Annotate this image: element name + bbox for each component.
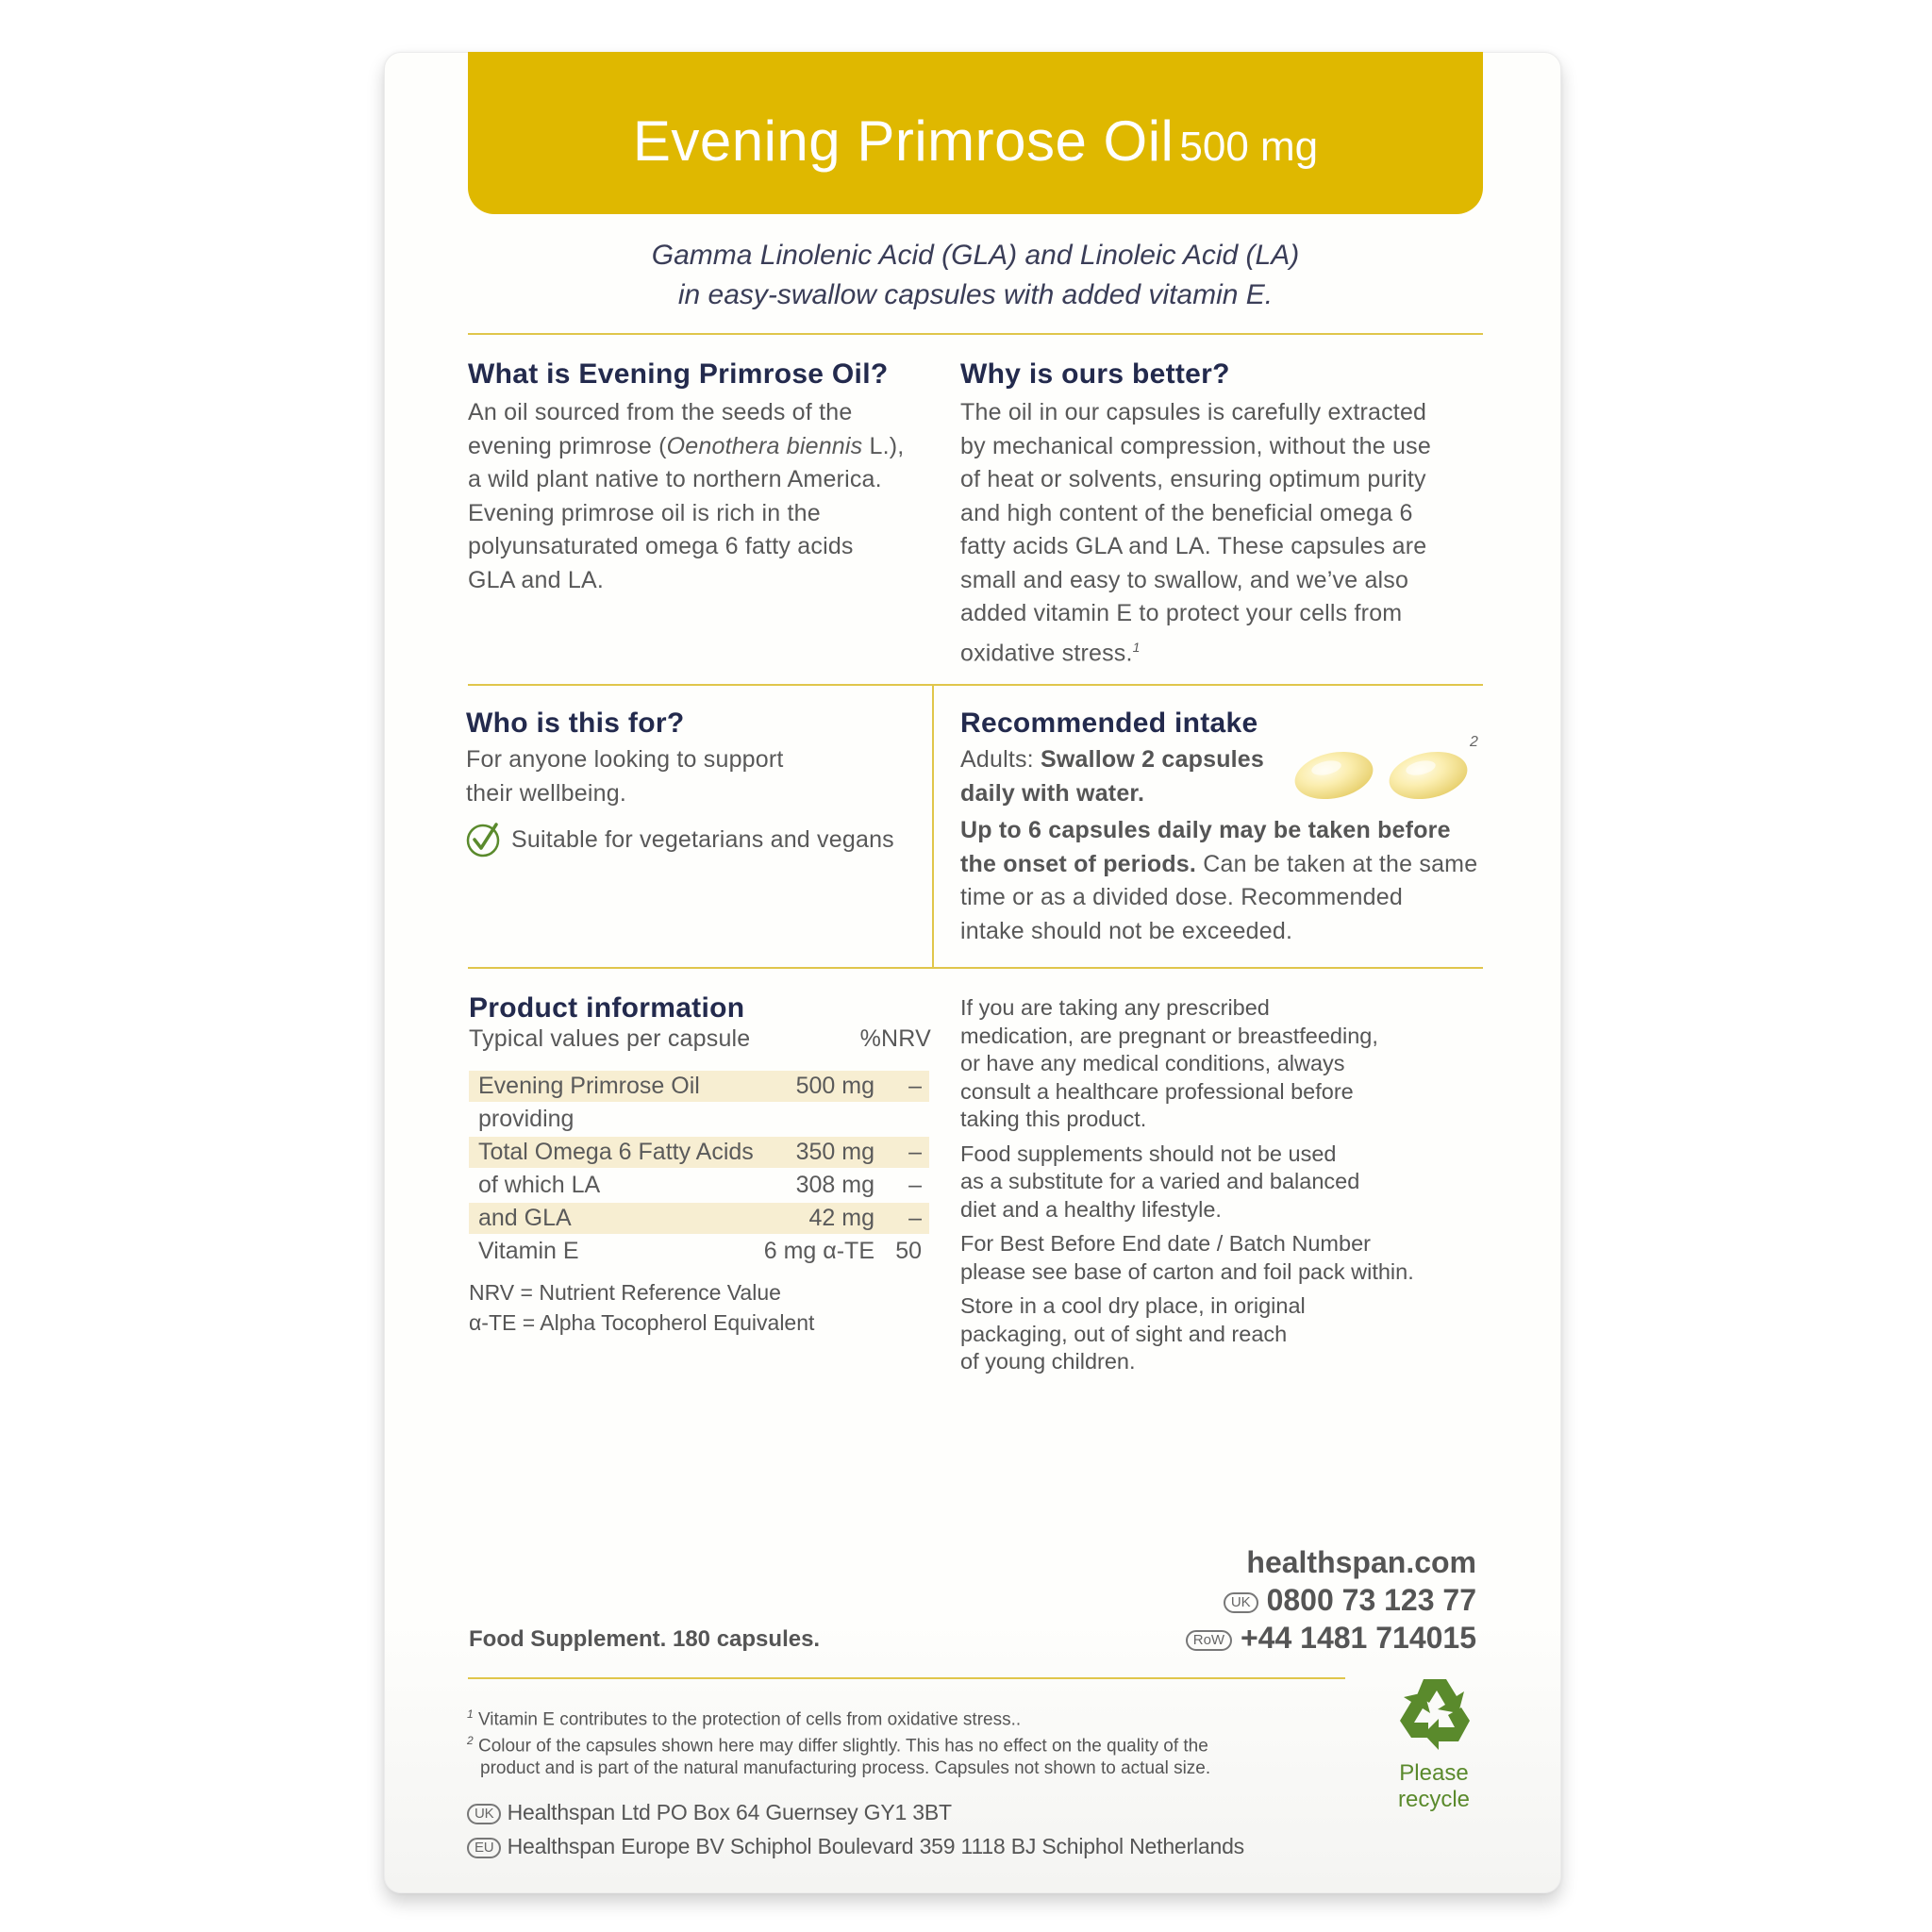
footnote-text: Colour of the capsules shown here may differ slightly. This has no effect on the quality of the <box>477 1736 1208 1757</box>
uk-badge: UK <box>1224 1592 1258 1613</box>
footnote-mark: 1 <box>467 1707 474 1721</box>
text-line: If you are taking any prescribed <box>960 995 1270 1020</box>
uk-address-text: Healthspan Ltd PO Box 64 Guernsey GY1 3BT <box>507 1800 952 1824</box>
uk-phone-line <box>1113 1581 1476 1619</box>
product-subtitle <box>468 236 1483 315</box>
eu-badge: EU <box>467 1838 501 1858</box>
text-line: time or as a divided dose. Recommended <box>960 884 1403 910</box>
product-info-section <box>469 992 931 1057</box>
text-line: and high content of the beneficial omega 6 <box>960 499 1413 526</box>
vegan-label: Suitable for vegetarians and vegans <box>511 826 894 853</box>
nrv-note: NRV = Nutrient Reference Value <box>469 1280 781 1305</box>
cell-amount: 500 mg <box>795 1073 874 1099</box>
cell-name: Evening Primrose Oil <box>478 1073 700 1099</box>
cell-nrv: – <box>908 1205 922 1231</box>
section-heading: Product information <box>469 992 745 1024</box>
footnote-2 <box>467 1730 1344 1757</box>
table-row <box>469 1137 929 1168</box>
text-line <box>960 631 1489 671</box>
text-line: a wild plant native to northern America. <box>468 466 882 492</box>
food-supplement-label: Food Supplement. 180 capsules. <box>469 1626 821 1652</box>
footnote-ref: 1 <box>1132 639 1141 655</box>
text-line: For anyone looking to support <box>466 746 784 773</box>
cell-name: Total Omega 6 Fatty Acids <box>478 1139 754 1165</box>
cell-name: and GLA <box>478 1205 572 1231</box>
advice-section <box>960 994 1470 1376</box>
latin-name: Oenothera biennis <box>666 432 863 459</box>
text-line: polyunsaturated omega 6 fatty acids <box>468 533 854 559</box>
text-line: GLA and LA. <box>468 566 604 593</box>
text-line: intake should not be exceeded. <box>960 917 1293 944</box>
text-line: their wellbeing. <box>466 779 626 807</box>
cell-amount: 6 mg α-TE <box>763 1238 874 1264</box>
text-line: or have any medical conditions, always <box>960 1051 1345 1075</box>
recycle-text: recycle <box>1397 1787 1471 1812</box>
row-phone[interactable]: +44 1481 714015 <box>1240 1621 1476 1655</box>
bold-text: the onset of periods. <box>960 850 1197 877</box>
cell-amount: 42 mg <box>808 1205 874 1231</box>
product-name: Evening Primrose Oil <box>632 109 1174 173</box>
recycle-text: Please <box>1399 1760 1469 1786</box>
divider <box>468 1677 1345 1679</box>
contact-block <box>1113 1543 1476 1657</box>
intake-section <box>960 708 1489 948</box>
text-line: For Best Before End date / Batch Number <box>960 1231 1371 1256</box>
text-line: by mechanical compression, without the use <box>960 432 1431 459</box>
text-line: Food supplements should not be used <box>960 1141 1337 1166</box>
text-span: oxidative stress. <box>960 639 1133 666</box>
advice-paragraph <box>960 1230 1470 1286</box>
text-line: as a substitute for a varied and balanced <box>960 1169 1360 1193</box>
table-row <box>469 1203 929 1234</box>
row-badge: RoW <box>1186 1630 1232 1651</box>
section-heading: What is Evening Primrose Oil? <box>468 358 889 390</box>
vertical-divider <box>932 684 934 969</box>
cell-name: Vitamin E <box>478 1238 579 1264</box>
title-banner <box>468 52 1483 214</box>
footnotes <box>467 1704 1344 1779</box>
footnote-text: product and is part of the natural manufacturing process. Capsules not shown to actual size. <box>480 1757 1211 1778</box>
divider <box>468 333 1483 335</box>
text-line: Store in a cool dry place, in original <box>960 1293 1306 1318</box>
cell-nrv: – <box>908 1073 922 1099</box>
cell-nrv: – <box>908 1172 922 1198</box>
capsule-footnote-ref: 2 <box>1470 734 1478 750</box>
text-line <box>960 848 1489 882</box>
capsules-image <box>1292 745 1481 821</box>
check-circle-icon <box>466 822 502 858</box>
section-body <box>468 396 940 597</box>
text-line: please see base of carton and foil pack within. <box>960 1258 1414 1284</box>
text-line: packaging, out of sight and reach <box>960 1321 1288 1346</box>
section-heading: Who is this for? <box>466 708 685 739</box>
footnote-1 <box>467 1704 1344 1730</box>
website-link[interactable]: healthspan.com <box>1246 1545 1476 1579</box>
divider <box>468 684 1483 686</box>
uk-phone[interactable]: 0800 73 123 77 <box>1266 1583 1476 1617</box>
text-line: Evening primrose oil is rich in the <box>468 499 821 526</box>
text-line: medication, are pregnant or breastfeeding, <box>960 1023 1378 1048</box>
nrv-header: %NRV <box>859 1025 931 1052</box>
advice-paragraph <box>960 994 1470 1134</box>
recycle-label <box>1377 1760 1491 1813</box>
dose-text: Swallow 2 capsules <box>1040 746 1265 773</box>
table-row <box>469 1104 929 1135</box>
recycle-icon <box>1392 1675 1477 1757</box>
text-line <box>468 430 940 464</box>
text-line: diet and a healthy lifestyle. <box>960 1196 1222 1222</box>
advice-paragraph <box>960 1292 1470 1376</box>
cell-amount: 350 mg <box>795 1139 874 1165</box>
nutrition-table <box>469 1071 929 1269</box>
ate-note: α-TE = Alpha Tocopherol Equivalent <box>469 1310 815 1335</box>
cell-name: of which LA <box>478 1172 601 1198</box>
text-span: Adults: <box>960 746 1041 773</box>
text-span: evening primrose ( <box>468 432 667 459</box>
eu-address <box>467 1829 1244 1863</box>
typical-values-label: Typical values per capsule <box>469 1025 751 1052</box>
text-line: of heat or solvents, ensuring optimum purity <box>960 466 1426 492</box>
section-body <box>466 743 919 810</box>
footnote-mark: 2 <box>467 1734 474 1748</box>
text-span: Can be taken at the same <box>1196 850 1478 877</box>
section-heading: Why is ours better? <box>960 358 1230 390</box>
uk-address <box>467 1795 1244 1829</box>
text-span: L.), <box>862 432 905 459</box>
cell-amount: 308 mg <box>795 1172 874 1198</box>
cell-nrv: 50 <box>895 1238 922 1264</box>
vegan-badge <box>466 824 919 858</box>
text-line: small and easy to swallow, and we’ve also <box>960 566 1409 593</box>
uk-badge: UK <box>467 1804 501 1824</box>
text-line: added vitamin E to protect your cells from <box>960 600 1403 626</box>
cell-name: providing <box>478 1106 575 1132</box>
who-for-section <box>466 708 919 858</box>
cell-nrv: – <box>908 1139 922 1165</box>
text-line: fatty acids GLA and LA. These capsules are <box>960 533 1427 559</box>
table-header <box>469 1023 931 1057</box>
divider <box>468 967 1483 969</box>
addresses <box>467 1795 1244 1863</box>
product-title <box>468 108 1483 174</box>
subtitle-line: in easy-swallow capsules with added vitamin E. <box>677 279 1274 310</box>
product-strength: 500 mg <box>1179 124 1319 170</box>
dose-text: daily with water. <box>960 779 1145 807</box>
table-row <box>469 1071 929 1102</box>
text-line: consult a healthcare professional before <box>960 1078 1354 1104</box>
text-line: taking this product. <box>960 1107 1147 1131</box>
footnote-text: Vitamin E contributes to the protection of cells from oxidative stress.. <box>477 1709 1022 1730</box>
table-row <box>469 1236 929 1267</box>
subtitle-line: Gamma Linolenic Acid (GLA) and Linoleic Acid (LA) <box>651 240 1300 271</box>
bold-text: Up to 6 capsules daily may be taken before <box>960 817 1451 843</box>
advice-paragraph <box>960 1141 1470 1224</box>
why-better-section <box>960 358 1489 670</box>
text-line: of young children. <box>960 1349 1136 1374</box>
text-line: An oil sourced from the seeds of the <box>468 399 853 425</box>
table-notes <box>469 1277 814 1338</box>
table-row <box>469 1170 929 1201</box>
row-phone-line <box>1113 1619 1476 1657</box>
section-heading: Recommended intake <box>960 708 1258 739</box>
eu-address-text: Healthspan Europe BV Schiphol Boulevard 359 1118 BJ Schiphol Netherlands <box>507 1834 1244 1858</box>
what-is-section <box>468 358 940 597</box>
text-line: The oil in our capsules is carefully extracted <box>960 399 1427 425</box>
section-body <box>960 396 1489 670</box>
